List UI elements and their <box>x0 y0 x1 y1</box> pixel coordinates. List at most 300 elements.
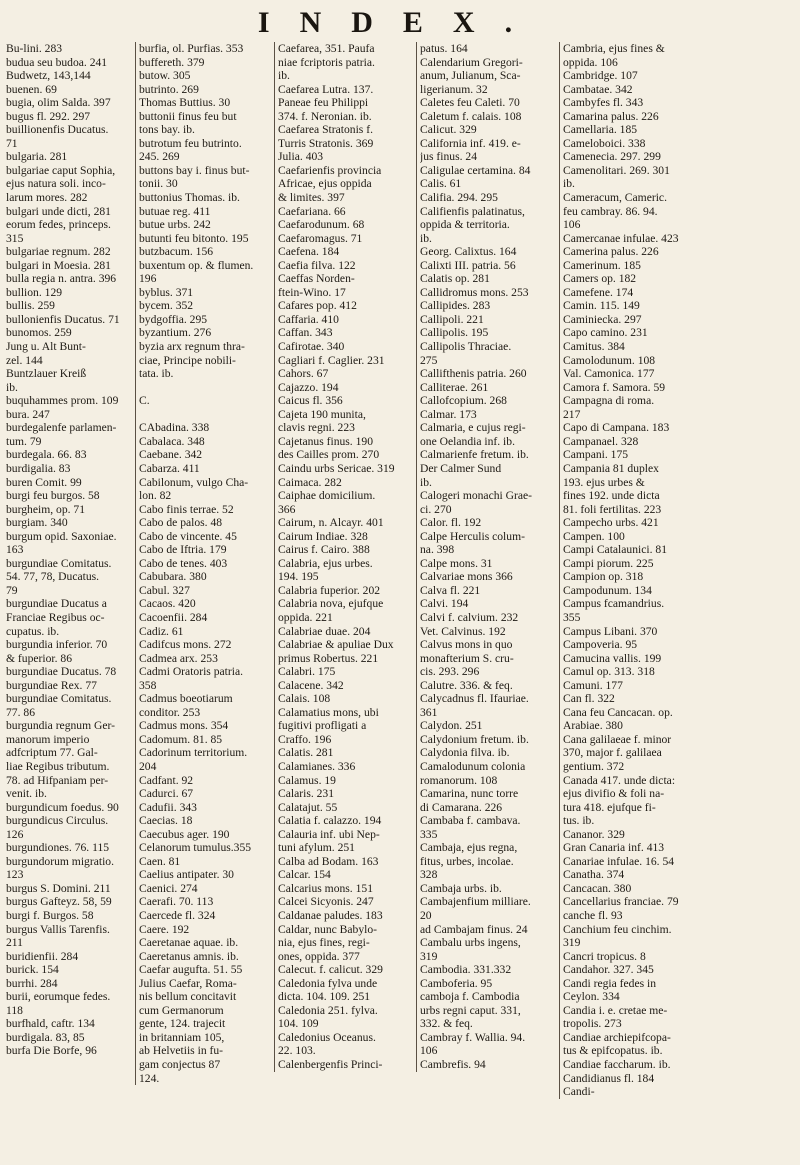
index-entry-line: butrotum feu butrinto. <box>139 136 242 150</box>
index-entry-line: Caerafi. 70. 113 <box>139 895 214 909</box>
index-entry-line: Canariae infulae. 16. 54 <box>563 854 675 868</box>
index-entry-line: Campecho urbs. 421 <box>563 516 659 530</box>
index-entry-line: 118 <box>6 1003 23 1017</box>
index-entry-line: burgundicus Circulus. <box>6 814 109 828</box>
index-entry-line: Candi regia fedes in <box>563 976 657 990</box>
index-entry-line: 78. ad Hifpaniam per- <box>6 773 109 787</box>
index-entry-line: burgi feu burgos. 58 <box>6 489 100 503</box>
index-entry-line: Cancacan. 380 <box>563 881 632 895</box>
index-entry-line: bugus fl. 292. 297 <box>6 109 91 123</box>
index-entry-line: Camolodunum. 108 <box>563 353 656 367</box>
index-entry-line: Campania 81 duplex <box>563 461 659 475</box>
index-entry-line: Calamianes. 336 <box>278 759 356 773</box>
index-entry-line: Capo camino. 231 <box>563 326 648 340</box>
index-entry-line: burgheim, op. 71 <box>6 502 86 516</box>
index-entry-line: anum, Julianum, Sca- <box>420 69 521 83</box>
index-entry-line: Calenbergenfis Princi- <box>278 1058 383 1072</box>
index-entry-line: Cambridge. 107 <box>563 69 638 83</box>
index-entry-line: Cadmi Oratoris patria. <box>139 665 243 679</box>
index-entry-line: tons bay. ib. <box>139 123 195 137</box>
index-entry-line: burfia, ol. Purfias. 353 <box>139 42 244 55</box>
index-entry-line: urbs regni caput. 331, <box>420 1003 521 1017</box>
index-entry-line: primus Robertus. 221 <box>278 651 379 665</box>
index-entry-line: Cananor. 329 <box>563 827 625 841</box>
index-entry-line: Cana feu Cancacan. op. <box>563 705 673 719</box>
index-entry-line: Caeretanus amnis. ib. <box>139 949 239 963</box>
index-entry-line: Cadurci. 67 <box>139 787 194 801</box>
index-entry-line: Cajazzo. 194 <box>278 380 339 394</box>
index-entry-line <box>139 408 269 422</box>
index-entry-line: Cabo de palos. 48 <box>139 516 223 530</box>
index-entry-line: venit. ib. <box>6 787 47 801</box>
index-entry-line: Turris Stratonis. 369 <box>278 136 374 150</box>
index-entry-line: Caefarea, 351. Paufa <box>278 42 375 55</box>
index-entry-line: Campani. 175 <box>563 448 629 462</box>
index-entry-line: Caffan. 343 <box>278 326 333 340</box>
index-entry-line: bullis. 259 <box>6 299 55 313</box>
index-entry-line: burgus Vallis Tarenfis. <box>6 922 110 936</box>
index-entry-line: ciae, Principe nobili- <box>139 353 236 367</box>
index-entry-line: monafterium S. cru- <box>420 651 514 665</box>
index-entry-line: 335 <box>420 827 438 841</box>
index-entry-line: burgiam. 340 <box>6 516 68 530</box>
index-entry-line: na. 398 <box>420 543 455 557</box>
index-entry-line: buillionenfis Ducatus. <box>6 123 109 137</box>
index-entry-line: Cadorinum territorium. <box>139 746 248 760</box>
index-entry-line: ad Cambajam finus. 24 <box>420 922 528 936</box>
index-entry-line: fitus, urbes, incolae. <box>420 854 514 868</box>
index-entry-line: Cambaja urbs. ib. <box>420 881 502 895</box>
index-entry-line: burrhi. 284 <box>6 976 58 990</box>
index-entry-line: Camellaria. 185 <box>563 123 638 137</box>
index-entry-line: & limites. 397 <box>278 191 345 205</box>
index-entry-line: Caledonia fylva unde <box>278 976 378 990</box>
index-entry-line: 358 <box>139 678 157 692</box>
index-entry-line: Campus Libani. 370 <box>563 624 658 638</box>
index-entry-line: fugitivi profligati a <box>278 719 367 733</box>
index-entry-line: Calamatius mons, ubi <box>278 705 379 719</box>
index-entry-line: Caldar, nunc Babylo- <box>278 922 378 936</box>
index-entry-line: adfcriptum 77. Gal- <box>6 746 98 760</box>
index-entry-line: burdegala. 66. 83 <box>6 448 87 462</box>
index-entry-line: Caefarodunum. 68 <box>278 218 365 232</box>
index-entry-line: 194. 195 <box>278 570 319 584</box>
index-entry-line: 204 <box>139 759 157 773</box>
index-entry-line: di Camarana. 226 <box>420 800 503 814</box>
index-entry-line: Cambray f. Wallia. 94. <box>420 1030 526 1044</box>
index-entry-line: ejus divifio & foli na- <box>563 787 665 801</box>
index-entry-line: burdigala. 83, 85 <box>6 1030 85 1044</box>
index-column-3 <box>278 42 412 1072</box>
index-entry-line: Caffaria. 410 <box>278 312 339 326</box>
index-entry-line: Cancellarius franciae. 79 <box>563 895 679 909</box>
index-entry-line: Der Calmer Sund <box>420 461 502 475</box>
index-entry-line: Calmaria, e cujus regi- <box>420 421 526 435</box>
index-entry-line: one Oelandia inf. ib. <box>420 434 515 448</box>
index-entry-line: 355 <box>563 610 581 624</box>
index-entry-line: Caeretanae aquae. ib. <box>139 936 239 950</box>
index-entry-line: Cadmus mons. 354 <box>139 719 229 733</box>
index-entry-line: burgundiae Comitatus. <box>6 556 112 570</box>
index-entry-line: Calecut. f. calicut. 329 <box>278 963 383 977</box>
index-entry-line: Cafirotae. 340 <box>278 340 345 354</box>
index-entry-line: Callipoli. 221 <box>420 312 484 326</box>
index-entry-line: Camefene. 174 <box>563 285 634 299</box>
index-entry-line: Caletes feu Caleti. 70 <box>420 96 520 110</box>
index-entry-line: Bu-lini. 283 <box>6 42 63 55</box>
index-entry-line: Caefar augufta. 51. 55 <box>139 963 243 977</box>
index-entry-line: Camers op. 182 <box>563 272 637 286</box>
index-entry-line: Cadiz. 61 <box>139 624 184 638</box>
index-entry-line: Caledonius Oceanus. <box>278 1030 376 1044</box>
index-entry-line: burgundicum foedus. 90 <box>6 800 119 814</box>
index-entry-line: 332. & feq. <box>420 1017 473 1031</box>
index-entry-line: Cameracum, Cameric. <box>563 191 667 205</box>
index-entry-line: ligerianum. 32 <box>420 82 488 96</box>
index-entry-line: Calliterae. 261 <box>420 380 489 394</box>
index-entry-line: 211 <box>6 936 23 950</box>
index-entry-line: C. <box>139 394 150 408</box>
index-entry-line: 370, major f. galilaea <box>563 746 662 760</box>
index-entry-line: 319 <box>563 936 581 950</box>
index-entry-line: 163 <box>6 543 24 557</box>
index-entry-line: Julius Caefar, Roma- <box>139 976 237 990</box>
index-entry-line: Camul op. 313. 318 <box>563 665 655 679</box>
index-entry-line: 22. 103. <box>278 1044 316 1058</box>
index-entry-line: Callofcopium. 268 <box>420 394 507 408</box>
index-entry-line: dicta. 104. 109. 251 <box>278 990 371 1004</box>
index-entry-line: burgi f. Burgos. 58 <box>6 909 94 922</box>
index-entry-line: Calvi. 194 <box>420 597 469 611</box>
index-entry-line: Calvariae mons 366 <box>420 570 513 584</box>
index-entry-line: Campen. 100 <box>563 529 625 543</box>
index-entry-line: 124. <box>139 1071 160 1085</box>
index-entry-line: Calydon. 251 <box>420 719 483 733</box>
index-entry-line <box>139 381 269 395</box>
index-entry-line: Caefarea Lutra. 137. <box>278 82 374 96</box>
index-entry-line: 245. 269 <box>139 150 180 164</box>
index-entry-line: burgundiae Rex. 77 <box>6 678 97 692</box>
index-entry-line: Cambodia. 331.332 <box>420 963 512 977</box>
index-entry-line: Cambaba f. cambava. <box>420 814 521 828</box>
index-entry-line: buenen. 69 <box>6 82 57 96</box>
index-entry-line: Cambrefis. 94 <box>420 1058 486 1072</box>
index-entry-line: Calatia f. calazzo. 194 <box>278 814 382 828</box>
index-entry-line: Jung u. Alt Bunt- <box>6 340 86 354</box>
index-entry-line: tus. ib. <box>563 814 595 828</box>
index-entry-line: Caeffas Norden- <box>278 272 355 286</box>
index-entry-line: Caecubus ager. 190 <box>139 827 230 841</box>
index-entry-line: 275 <box>420 353 438 367</box>
index-entry-line: bulgari in Moesia. 281 <box>6 258 111 272</box>
index-entry-line: burgundia regnum Ger- <box>6 719 116 733</box>
index-entry-line: ones, oppida. 377 <box>278 949 360 963</box>
index-entry-line: Can fl. 322 <box>563 692 615 706</box>
index-entry-line: Caefia filva. 122 <box>278 258 356 272</box>
index-entry-line: Candiae archiepifcopa- <box>563 1030 671 1044</box>
index-entry-line: buridienfii. 284 <box>6 949 79 963</box>
index-entry-line: 106 <box>420 1044 438 1058</box>
index-entry-line: Calcei Sicyonis. 247 <box>278 895 374 909</box>
index-entry-line: Camerina palus. 226 <box>563 245 659 259</box>
index-entry-line: Campanael. 328 <box>563 434 639 448</box>
index-entry-line: niae fcriptoris patria. <box>278 55 375 69</box>
index-entry-line: Caldanae paludes. 183 <box>278 909 383 922</box>
index-entry-line: Celanorum tumulus.355 <box>139 841 252 855</box>
index-entry-line: Caen. 81 <box>139 854 181 868</box>
index-entry-line: Calmar. 173 <box>420 407 477 421</box>
index-entry-line: tura 418. ejufque fi- <box>563 800 656 814</box>
index-entry-line: Campoveria. 95 <box>563 638 638 652</box>
index-entry-line: Calpe mons. 31 <box>420 556 493 570</box>
index-entry-line: ci. 270 <box>420 502 452 516</box>
index-entry-line: Cajetanus finus. 190 <box>278 434 373 448</box>
index-entry-line: Cabo de vincente. 45 <box>139 529 237 543</box>
index-entry-line: Caindu urbs Sericae. 319 <box>278 461 395 475</box>
index-entry-line: Vet. Calvinus. 192 <box>420 624 506 638</box>
index-entry-line: patus. 164 <box>420 42 468 55</box>
index-entry-line: oppida & territoria. <box>420 218 510 232</box>
index-entry-line: Candia i. e. cretae me- <box>563 1003 668 1017</box>
index-entry-line: bulgariae regnum. 282 <box>6 245 111 259</box>
index-entry-line: Caefarienfis provincia <box>278 163 382 177</box>
index-entry-line: Val. Camonica. 177 <box>563 367 655 381</box>
index-entry-line: burgum opid. Saxoniae. <box>6 529 117 543</box>
index-entry-line: Cabo de tenes. 403 <box>139 556 228 570</box>
index-entry-line: Calis. 61 <box>420 177 462 191</box>
index-entry-line: oppida. 221 <box>278 610 333 624</box>
index-entry-line: canche fl. 93 <box>563 909 623 922</box>
index-entry-line: Buntzlauer Kreiß <box>6 367 87 381</box>
index-entry-line: Calutre. 336. & feq. <box>420 678 513 692</box>
index-entry-line: romanorum. 108 <box>420 773 498 787</box>
index-entry-line: ab Helvetiis in fu- <box>139 1044 224 1058</box>
index-entry-line: Caefaromagus. 71 <box>278 231 363 245</box>
index-entry-line: Cacoenfii. 284 <box>139 610 208 624</box>
index-entry-line: Julia. 403 <box>278 150 324 164</box>
index-entry-line: jus finus. 24 <box>420 150 478 164</box>
index-entry-line: Campi piorum. 225 <box>563 556 654 570</box>
index-column-5 <box>563 42 695 1099</box>
index-entry-line: Camora f. Samora. 59 <box>563 380 666 394</box>
index-entry-line: tuni afylum. 251 <box>278 841 355 855</box>
index-entry-line: Callifthenis patria. 260 <box>420 367 527 381</box>
index-entry-line: Cabo finis terrae. 52 <box>139 502 234 516</box>
page-header: INDEX. <box>257 6 543 39</box>
index-entry-line: bunomos. 259 <box>6 326 72 340</box>
index-entry-line: liae Regibus tributum. <box>6 759 110 773</box>
index-entry-line: bugia, olim Salda. 397 <box>6 96 111 110</box>
index-entry-line: bulgari unde dicti, 281 <box>6 204 111 218</box>
index-entry-line: Camarina, nunc torre <box>420 787 519 801</box>
index-entry-line: burgundia inferior. 70 <box>6 638 108 652</box>
index-entry-line: Caefarea Stratonis f. <box>278 123 373 137</box>
index-entry-line: Calabriae duae. 204 <box>278 624 371 638</box>
index-column-2 <box>139 42 269 1085</box>
index-entry-line: burdigalia. 83 <box>6 461 71 475</box>
index-entry-line: tata. ib. <box>139 367 174 381</box>
index-entry-line: gam conjectus 87 <box>139 1058 221 1072</box>
index-entry-line: zel. 144 <box>6 353 43 367</box>
index-entry-line: buquhammes prom. 109 <box>6 394 119 408</box>
index-entry-line: burgundiae Comitatus. <box>6 692 112 706</box>
index-entry-line: 106 <box>563 218 581 232</box>
index-entry-line: Caecias. 18 <box>139 814 193 828</box>
index-entry-line: California inf. 419. e- <box>420 136 521 150</box>
index-entry-line: Cambyfes fl. 343 <box>563 96 644 110</box>
index-entry-line: Caefariana. 66 <box>278 204 346 218</box>
index-entry-line: Paneae feu Philippi <box>278 96 369 110</box>
index-entry-line: ftein-Wino. 17 <box>278 285 346 299</box>
index-entry-line: Candahor. 327. 345 <box>563 963 654 977</box>
index-entry-line: fines 192. unde dicta <box>563 489 660 503</box>
index-entry-line: Cabarza. 411 <box>139 461 200 475</box>
index-entry-line: Camenecia. 297. 299 <box>563 150 661 164</box>
index-entry-line: Campus fcamandrius. <box>563 597 665 611</box>
index-entry-line: Calabri. 175 <box>278 665 336 679</box>
index-entry-line: butunti feu bitonto. 195 <box>139 231 249 245</box>
index-entry-line: Calais. 108 <box>278 692 331 706</box>
index-entry-line: burgus Gafteyz. 58, 59 <box>6 895 112 909</box>
index-entry-line: Calabriae & apuliae Dux <box>278 638 394 652</box>
index-entry-line: Cambria, ejus fines & <box>563 42 665 55</box>
index-entry-line: Camin. 115. 149 <box>563 299 640 313</box>
index-entry-line: burfhald, caftr. 134 <box>6 1017 95 1031</box>
index-entry-line: Cadufii. 343 <box>139 800 197 814</box>
index-entry-line: Camuni. 177 <box>563 678 623 692</box>
index-entry-line: butuae reg. 411 <box>139 204 211 218</box>
index-entry-line: bulgariae caput Sophia, <box>6 163 116 177</box>
index-entry-line: Canatha. 374 <box>563 868 625 882</box>
index-entry-line: Cairum Indiae. 328 <box>278 529 368 543</box>
index-entry-line: in britanniam 105, <box>139 1030 225 1044</box>
index-entry-line: Caebane. 342 <box>139 448 203 462</box>
index-entry-line: Caicus fl. 356 <box>278 394 343 408</box>
index-column-1 <box>6 42 130 1058</box>
index-entry-line: Cameloboici. 338 <box>563 136 646 150</box>
index-entry-line: Cabubara. 380 <box>139 570 207 584</box>
index-entry-line: Caere. 192 <box>139 922 190 936</box>
index-entry-line: buxentum op. & flumen. <box>139 258 254 272</box>
index-entry-line: bulgaria. 281 <box>6 150 68 164</box>
index-entry-line: Calendarium Gregori- <box>420 55 523 69</box>
index-entry-line: Calpe Herculis colum- <box>420 529 525 543</box>
index-entry-line: 77. 86 <box>6 705 35 719</box>
index-entry-line: butow. 305 <box>139 69 191 83</box>
index-entry-line: 196 <box>139 272 157 286</box>
index-column-4 <box>420 42 554 1072</box>
index-entry-line: 81. foli fertilitas. 223 <box>563 502 662 516</box>
index-entry-line: Calicut. 329 <box>420 123 477 137</box>
index-entry-line: Camercanae infulae. 423 <box>563 231 679 245</box>
index-entry-line: Caenici. 274 <box>139 881 198 895</box>
index-entry-line: manorum imperio <box>6 732 90 746</box>
index-entry-line: Calogeri monachi Grae- <box>420 489 533 503</box>
index-entry-line: conditor. 253 <box>139 705 201 719</box>
index-entry-line: Calauria inf. ubi Nep- <box>278 827 380 841</box>
index-entry-line: clavis regni. 223 <box>278 421 355 435</box>
index-entry-line: Califia. 294. 295 <box>420 191 498 205</box>
index-entry-line: Calabria fuperior. 202 <box>278 583 381 597</box>
index-entry-line: bullion. 129 <box>6 285 63 299</box>
index-entry-line: Campagna di roma. <box>563 394 655 408</box>
index-entry-line: Georg. Calixtus. 164 <box>420 245 517 259</box>
index-entry-line: Calabria nova, ejufque <box>278 597 384 611</box>
index-entry-line: Thomas Buttius. 30 <box>139 96 231 110</box>
index-entry-line: Franciae Regibus oc- <box>6 610 105 624</box>
index-entry-line: bullonienfis Ducatus. 71 <box>6 312 120 326</box>
index-entry-line: & fuperior. 86 <box>6 651 73 665</box>
index-entry-line: Candidianus fl. 184 <box>563 1071 655 1085</box>
index-entry-line: Calcarius mons. 151 <box>278 881 373 895</box>
index-entry-line: Cambatae. 342 <box>563 82 633 96</box>
index-entry-line: cis. 293. 296 <box>420 665 480 679</box>
index-entry-line: Camerinum. 185 <box>563 258 641 272</box>
index-entry-line: Calydonia filva. ib. <box>420 746 510 760</box>
index-entry-line: Candiae faccharum. ib. <box>563 1058 671 1072</box>
index-entry-line: Caimaca. 282 <box>278 475 342 489</box>
index-entry-line: 20 <box>420 909 432 922</box>
index-entry-line: nia, ejus fines, regi- <box>278 936 370 950</box>
index-entry-line: Cafares pop. 412 <box>278 299 357 313</box>
index-entry-line: Cambaja, ejus regna, <box>420 841 518 855</box>
index-entry-line: Cadmea arx. 253 <box>139 651 218 665</box>
index-entry-line: Caminiecka. 297 <box>563 312 642 326</box>
index-entry-line: burgundiae Ducatus. 78 <box>6 665 117 679</box>
index-entry-line: Campi Catalaunici. 81 <box>563 543 667 557</box>
index-entry-line: buttonii finus feu but <box>139 109 237 123</box>
index-entry-line: Caledonia 251. fylva. <box>278 1003 378 1017</box>
index-entry-line: buttonius Thomas. ib. <box>139 191 240 205</box>
index-entry-line: Cadomum. 81. 85 <box>139 732 223 746</box>
index-entry-line: Camboferia. 95 <box>420 976 493 990</box>
index-entry-line: Camalodunum colonia <box>420 759 526 773</box>
index-entry-line: Calva fl. 221 <box>420 583 481 597</box>
index-entry-line: burick. 154 <box>6 963 59 977</box>
index-entry-line: Cadmus boeotiarum <box>139 692 233 706</box>
index-entry-line: Calixti III. patria. 56 <box>420 258 516 272</box>
index-entry-line: Calcar. 154 <box>278 868 331 882</box>
index-entry-line: gente, 124. trajecit <box>139 1017 226 1031</box>
index-entry-line: Campion op. 318 <box>563 570 644 584</box>
index-entry-line: 315 <box>6 231 24 245</box>
index-entry-line: Cana galilaeae f. minor <box>563 732 672 746</box>
index-entry-line: Calycadnus fl. Ifauriae. <box>420 692 529 706</box>
index-entry-line: oppida. 106 <box>563 55 618 69</box>
index-entry-line: Caelius antipater. 30 <box>139 868 234 882</box>
index-entry-line: butue urbs. 242 <box>139 218 211 232</box>
index-entry-line: burgundiones. 76. 115 <box>6 841 110 855</box>
index-entry-line: tum. 79 <box>6 434 42 448</box>
index-entry-line: Arabiae. 380 <box>563 719 623 733</box>
index-entry-line: Callipolis. 195 <box>420 326 489 340</box>
index-entry-line: 366 <box>278 502 296 516</box>
index-entry-line: Calatajut. 55 <box>278 800 338 814</box>
index-entry-line: Caiphae domicilium. <box>278 489 376 503</box>
index-entry-line: Callipides. 283 <box>420 299 491 313</box>
index-entry-line: Cabilonum, vulgo Cha- <box>139 475 249 489</box>
index-entry-line: 319 <box>420 949 438 963</box>
index-entry-line: byblus. 371 <box>139 285 194 299</box>
index-entry-line: Calvus mons in quo <box>420 638 513 652</box>
index-entry-line: 193. ejus urbes & <box>563 475 645 489</box>
index-entry-line: Calvi f. calvium. 232 <box>420 610 519 624</box>
index-entry-line: Calba ad Bodam. 163 <box>278 854 379 868</box>
index-entry-line: Caercede fl. 324 <box>139 909 216 922</box>
index-entry-line: butrinto. 269 <box>139 82 199 96</box>
index-entry-line: ejus natura soli. inco- <box>6 177 106 191</box>
index-entry-line: Capo di Campana. 183 <box>563 421 670 435</box>
